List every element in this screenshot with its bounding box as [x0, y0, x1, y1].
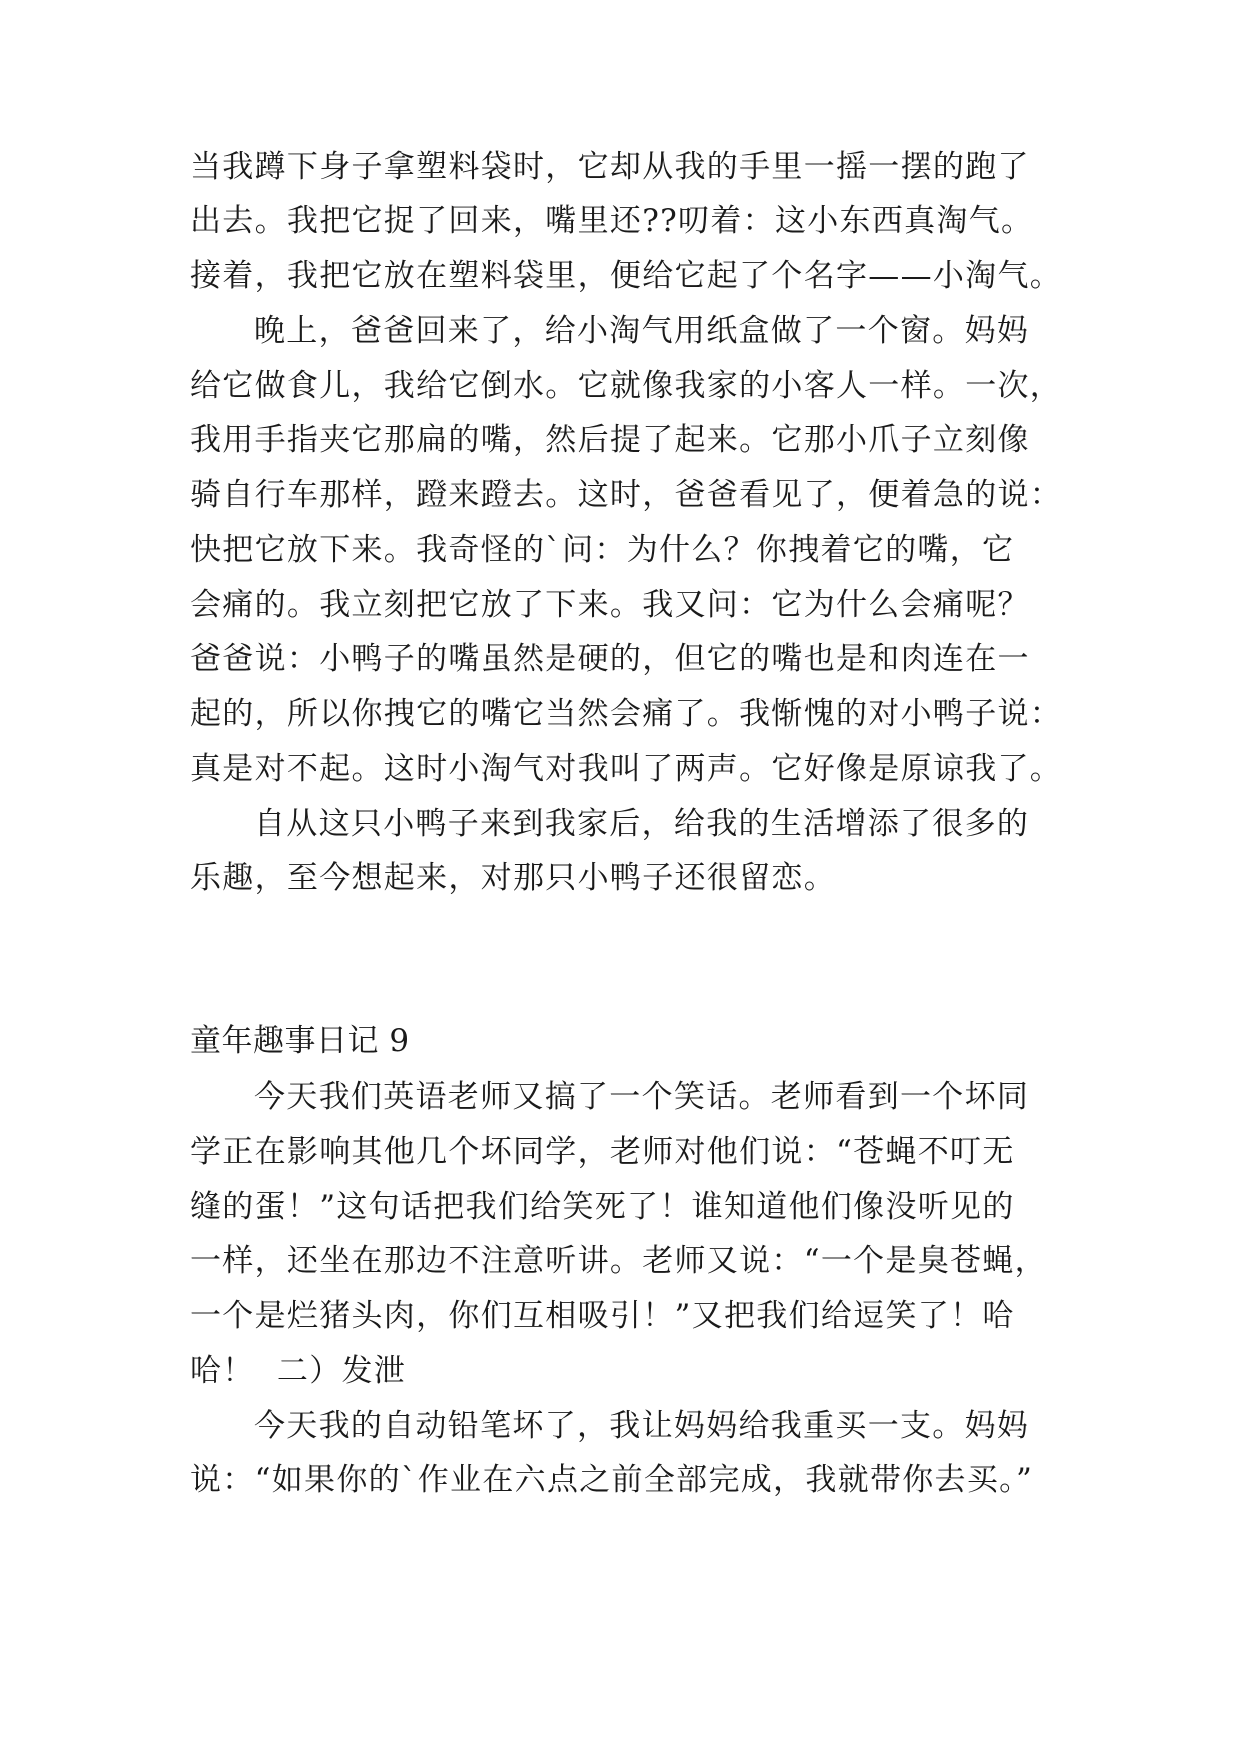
- paragraph-start-line: 今天我们英语老师又搞了一个笑话。老师看到一个坏同: [254, 1079, 1030, 1115]
- text-line: 接着，我把它放在塑料袋里，便给它起了个名字——小淘气。: [190, 258, 1063, 294]
- text-line: 当我蹲下身子拿塑料袋时，它却从我的手里一摇一摆的跑了: [190, 149, 1030, 185]
- paragraph-start-line: 自从这只小鸭子来到我家后，给我的生活增添了很多的: [254, 806, 1030, 842]
- text-line: 哈！ 二）发泄: [190, 1353, 407, 1389]
- section-title: 童年趣事日记 9: [190, 1023, 410, 1059]
- paragraph-start-line: 今天我的自动铅笔坏了，我让妈妈给我重买一支。妈妈: [254, 1408, 1030, 1444]
- text-line: 一样，还坐在那边不注意听讲。老师又说：“一个是臭苍蝇，: [190, 1243, 1047, 1279]
- text-line: 给它做食儿，我给它倒水。它就像我家的小客人一样。一次，: [190, 368, 1063, 404]
- paragraph-start-line: 晚上，爸爸回来了，给小淘气用纸盒做了一个窗。妈妈: [254, 313, 1030, 349]
- text-line: 学正在影响其他几个坏同学，老师对他们说：“苍蝇不叮无: [190, 1134, 1015, 1170]
- text-line: 骑自行车那样，蹬来蹬去。这时，爸爸看见了，便着急的说：: [190, 477, 1063, 513]
- text-line: 我用手指夹它那扁的嘴，然后提了起来。它那小爪子立刻像: [190, 422, 1030, 458]
- text-line: 快把它放下来。我奇怪的`问：为什么？你拽着它的嘴，它: [190, 532, 1015, 568]
- text-line: 真是对不起。这时小淘气对我叫了两声。它好像是原谅我了。: [190, 751, 1063, 787]
- text-line: 起的，所以你拽它的嘴它当然会痛了。我惭愧的对小鸭子说：: [190, 696, 1063, 732]
- text-line: 会痛的。我立刻把它放了下来。我又问：它为什么会痛呢？: [190, 587, 1030, 623]
- text-line: 缝的蛋！”这句话把我们给笑死了！谁知道他们像没听见的: [190, 1189, 1015, 1225]
- text-line: 说：“如果你的`作业在六点之前全部完成，我就带你去买。”: [190, 1462, 1034, 1498]
- text-line: 出去。我把它捉了回来，嘴里还??叨着：这小东西真淘气。: [190, 203, 1034, 239]
- text-line: 爸爸说：小鸭子的嘴虽然是硬的，但它的嘴也是和肉连在一: [190, 641, 1030, 677]
- text-line: 乐趣，至今想起来，对那只小鸭子还很留恋。: [190, 860, 836, 896]
- text-line: 一个是烂猪头肉，你们互相吸引！”又把我们给逗笑了！哈: [190, 1298, 1015, 1334]
